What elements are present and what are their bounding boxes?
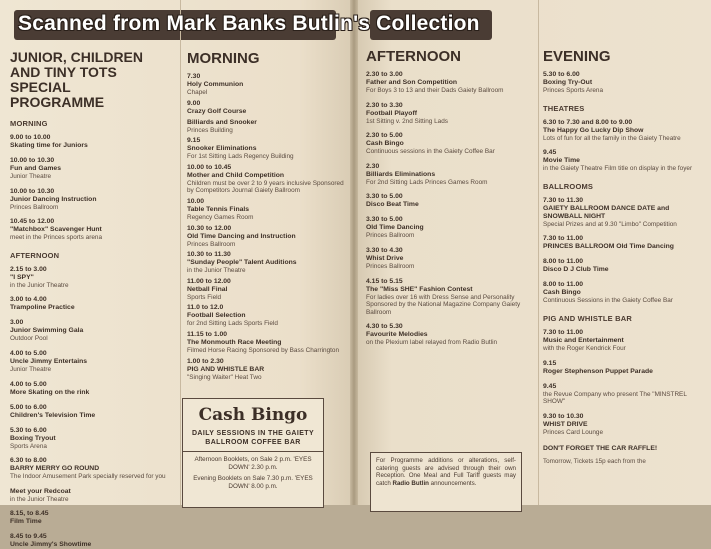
programme-entry (10, 381, 168, 397)
entry-name: "I SPY" (10, 273, 34, 281)
entry-detail: for 2nd Sitting Lads Sports Field (187, 320, 278, 328)
junior-morning-label: MORNING (10, 119, 48, 128)
programme-entry (10, 218, 168, 242)
entry-name: "Matchbox" Scavenger Hunt (10, 226, 102, 234)
entry-time: 9.45 (543, 149, 557, 157)
entry-name: Cash Bingo (543, 289, 581, 297)
entry-time: 8.00 to 11.00 (543, 281, 584, 289)
entry-detail: Princes Ballroom (366, 232, 415, 240)
entry-name: Snooker Eliminations (187, 145, 257, 153)
entry-detail: Princes Ballroom (366, 262, 415, 270)
entry-time: 10.00 to 10.30 (10, 157, 55, 164)
programme-entry (543, 281, 708, 305)
afternoon-list (366, 71, 532, 347)
entry-name: Netball Final (187, 285, 228, 293)
entry-name: The "Miss SHE" Fashion Contest (366, 285, 473, 293)
entry-time: 11.0 to 12.0 (187, 304, 224, 312)
entry-time: 2.30 (366, 162, 380, 170)
entry-detail: Lots of fun for all the family in the Gaiety Theatre (543, 134, 681, 142)
programme-entry (366, 278, 532, 317)
entry-name: Billiards Eliminations (366, 170, 436, 178)
programme-entry (543, 258, 708, 274)
entry-time: 2.30 to 3.30 (366, 101, 403, 109)
entry-name: Cash Bingo (366, 140, 404, 148)
morning-title: MORNING (187, 50, 260, 67)
entry-name: Old Time Dancing (366, 224, 424, 232)
programme-entry (366, 323, 532, 347)
junior-morning-list (10, 134, 168, 242)
programme-entry (10, 296, 168, 312)
programme-entry (543, 329, 708, 353)
entry-time: 3.30 to 5.00 (366, 216, 403, 224)
entry-name: Meet your Redcoat (10, 487, 71, 495)
entry-time: 10.45 to 12.00 (10, 218, 55, 226)
programme-entry (366, 102, 532, 126)
entry-name: Fun and Games (10, 165, 61, 172)
info-text-c: announcements. (428, 479, 477, 487)
programme-entry (10, 157, 168, 181)
programme-entry (543, 235, 708, 251)
entry-detail: Children must be over 2 to 9 years inclusive Sponsored by Competitors Journal Gaiety Ballroom (187, 179, 344, 195)
programme-entry (187, 331, 348, 355)
entry-name: Uncle Jimmy's Showtime (10, 541, 92, 549)
entry-time: 2.15 to 3.00 (10, 265, 47, 273)
entry-time: 10.30 to 12.00 (187, 224, 232, 232)
cash-bingo-box (182, 398, 324, 508)
entry-name: Old Time Dancing and Instruction (187, 232, 296, 240)
junior-afternoon-list (10, 266, 168, 549)
entry-detail: Princes Sports Arena (543, 87, 604, 94)
programme-entry (366, 193, 532, 209)
bingo-title: Cash Bingo (198, 405, 308, 425)
entry-name: Roger Stephenson Puppet Parade (543, 367, 653, 375)
programme-entry (543, 149, 708, 173)
programme-entry (187, 251, 348, 275)
programme-info-box (370, 452, 522, 512)
entry-time: 3.30 to 5.00 (366, 193, 403, 201)
entry-detail: The Indoor Amusement Park specially reserved for you (10, 473, 166, 481)
entry-name: Music and Entertainment (543, 336, 624, 344)
entry-name: Skating time for Juniors (10, 142, 88, 149)
evening-column (538, 0, 708, 505)
entry-name: The Happy Go Lucky Dip Show (543, 126, 644, 134)
entry-name: Junior Swimming Gala (10, 327, 84, 335)
car-raffle-detail: Tomorrow, Tickets 15p each from the (543, 458, 646, 466)
morning-list (187, 73, 348, 381)
entry-name: Favourite Melodies (366, 331, 428, 339)
entry-name: Film Time (10, 518, 42, 526)
entry-name: Football Selection (187, 312, 246, 320)
entry-detail: meet in the Princes sports arena (10, 234, 102, 242)
programme-entry (10, 488, 168, 504)
entry-detail: For 2nd Sitting Lads Princes Games Room (366, 178, 488, 186)
programme-entry (187, 164, 348, 195)
entry-time: 4.00 to 5.00 (10, 349, 47, 357)
programme-entry (187, 73, 348, 97)
evening-intro-list (543, 71, 708, 95)
entry-detail: Chapel (187, 89, 208, 96)
entry-detail: in the Junior Theatre (10, 495, 69, 503)
entry-time: 9.30 to 10.30 (543, 412, 584, 420)
entry-detail: on the Plexium label relayed from Radio Butlin (366, 339, 498, 347)
entry-time: 4.15 to 5.15 (366, 277, 403, 285)
programme-entry (543, 413, 708, 437)
entry-time: 9.00 to 10.00 (10, 134, 51, 141)
entry-time: 5.30 to 6.00 (543, 71, 580, 78)
entry-detail: Princes Card Lounge (543, 428, 604, 436)
entry-detail: Continuous Sessions in the Gaiety Coffee Bar (543, 297, 673, 305)
junior-programme-column (10, 0, 168, 549)
entry-detail: Outdoor Pool (10, 335, 48, 343)
entry-name: More Skating on the rink (10, 388, 90, 396)
programme-entry (543, 383, 708, 406)
programme-entry (366, 247, 532, 271)
entry-name: Mother and Child Competition (187, 171, 285, 179)
bingo-divider (183, 451, 323, 452)
programme-entry (366, 71, 532, 95)
entry-name: PIG AND WHISTLE BAR (187, 365, 265, 373)
entry-detail: Filmed Horse Racing Sponsored by Bass Charrington (187, 346, 340, 354)
entry-detail: in the Junior Theatre (187, 267, 246, 275)
entry-name: Uncle Jimmy Entertains (10, 357, 88, 365)
bingo-afternoon: Afternoon Booklets, on Sale 2 p.m. 'EYES DOWN' 2.30 p.m. (194, 456, 312, 471)
entry-time: 7.30 (187, 73, 201, 80)
entry-time: 3.00 to 4.00 (10, 296, 47, 304)
entry-detail: Princes Ballroom (10, 203, 59, 211)
entry-name: PRINCES BALLROOM Old Time Dancing (543, 243, 674, 251)
entry-detail: Junior Theatre (10, 173, 52, 180)
entry-time: 7.30 to 11.00 (543, 328, 584, 336)
entry-detail: 1st Sitting v. 2nd Sitting Lads (366, 117, 448, 125)
pig-whistle-label: PIG AND WHISTLE BAR (543, 313, 632, 323)
entry-time: 4.00 to 5.00 (10, 380, 47, 388)
entry-name: "Sunday People" Talent Auditions (187, 259, 297, 267)
entry-detail: Continuous sessions in the Gaiety Coffee Bar (366, 148, 495, 156)
entry-time: 8.45 to 9.45 (10, 533, 47, 541)
entry-name: Football Playoff (366, 109, 417, 117)
programme-entry (10, 134, 168, 150)
programme-entry (10, 427, 168, 451)
entry-time: 9.15 (543, 359, 557, 367)
programme-entry (543, 119, 708, 143)
programme-entry (366, 216, 532, 240)
entry-detail: Regency Games Room (187, 213, 254, 221)
evening-title: EVENING (543, 48, 611, 65)
entry-name: GAIETY BALLROOM DANCE DATE and SNOWBALL NIGHT (543, 204, 670, 220)
entry-name: Billiards and Snooker (187, 118, 257, 126)
afternoon-title: AFTERNOON (366, 48, 461, 65)
entry-name: Disco D J Club Time (543, 266, 609, 274)
entry-name: Table Tennis Finals (187, 205, 250, 213)
entry-time: 3.30 to 4.30 (366, 246, 403, 254)
programme-entry (187, 198, 348, 222)
entry-time: 8.15, to 8.45 (10, 510, 49, 518)
programme-entry (10, 533, 168, 549)
programme-entry (543, 71, 708, 95)
entry-name: Children's Television Time (10, 411, 96, 419)
programme-entry (543, 360, 708, 376)
entry-time: 7.30 to 11.00 (543, 235, 584, 243)
entry-time: 8.00 to 11.00 (543, 258, 584, 266)
programme-entry (10, 457, 168, 481)
entry-time: 2.30 to 5.00 (366, 132, 403, 140)
scan-watermark: Scanned from Mark Banks Butlin's Collection (18, 12, 480, 35)
entry-detail: Sports Field (187, 293, 222, 301)
bingo-subtitle: DAILY SESSIONS IN THE GAIETY BALLROOM COFFEE BAR (191, 430, 315, 446)
entry-time: 10.00 (187, 197, 205, 205)
programme-entry (366, 163, 532, 187)
entry-time: 6.30 to 7.30 and 8.00 to 9.00 (543, 118, 633, 126)
junior-title: JUNIOR, CHILDREN AND TINY TOTS SPECIAL PROGRAMME (10, 49, 144, 110)
entry-time: 11.00 to 12.00 (187, 277, 231, 285)
programme-entry (366, 132, 532, 156)
programme-entry (187, 278, 348, 302)
entry-detail: Princes Building (187, 126, 233, 134)
entry-time: 10.00 to 10.30 (10, 187, 55, 195)
programme-entry (187, 225, 348, 249)
programme-entry (10, 404, 168, 420)
entry-name: Movie Time (543, 157, 580, 165)
programme-entry (187, 100, 348, 116)
programme-entry (187, 304, 348, 328)
entry-detail: the Revue Company who present The "MINSTREL SHOW" (543, 390, 687, 406)
programme-entry (10, 510, 168, 526)
entry-detail: Princes Ballroom (187, 240, 236, 248)
entry-name: The Monmouth Race Meeting (187, 338, 282, 346)
entry-detail: For 1st Sitting Lads Regency Building (187, 153, 294, 161)
entry-time: 1.00 to 2.30 (187, 357, 224, 365)
entry-name: Father and Son Competition (366, 79, 458, 86)
entry-time: 4.30 to 5.30 (366, 323, 403, 331)
ballrooms-label: BALLROOMS (543, 181, 594, 191)
bingo-evening: Evening Booklets on Sale 7.30 p.m. 'EYES DOWN' 8.00 p.m. (193, 475, 313, 490)
programme-entry (187, 119, 348, 135)
entry-time: 2.30 to 3.00 (366, 71, 403, 78)
entry-time: 3.00 (10, 319, 24, 327)
entry-detail: Special Prizes and at 9.30 "Limbo" Competition (543, 220, 677, 228)
programme-entry (187, 358, 348, 382)
info-text (376, 457, 516, 487)
entry-time: 9.15 (187, 137, 201, 145)
programme-entry (10, 319, 168, 343)
entry-name: Trampoline Practice (10, 304, 75, 312)
entry-time: 5.30 to 6.00 (10, 426, 47, 434)
entry-name: Holy Communion (187, 81, 244, 88)
programme-entry (10, 188, 168, 212)
afternoon-column (366, 0, 532, 505)
entry-name: Junior Dancing Instruction (10, 195, 97, 203)
pig-whistle-list (543, 329, 708, 436)
entry-name: Crazy Golf Course (187, 107, 247, 115)
entry-detail: with the Roger Kendrick Four (543, 344, 626, 352)
programme-entry (543, 197, 708, 229)
entry-time: 7.30 to 11.30 (543, 196, 584, 204)
entry-detail: For Boys 3 to 13 and their Dads Gaiety Ballroom (366, 87, 504, 94)
entry-detail: "Singing Waiter" Heat Two (187, 373, 262, 381)
programme-entry (10, 266, 168, 290)
info-radio-butlin: Radio Butlin (392, 479, 429, 487)
entry-name: Whist Drive (366, 254, 404, 262)
programme-entry (187, 137, 348, 161)
entry-time: 5.00 to 6.00 (10, 403, 47, 411)
entry-time: 9.00 (187, 99, 201, 107)
entry-time: 10.30 to 11.30 (187, 251, 231, 259)
entry-name: Disco Beat Time (366, 201, 419, 209)
info-text-a: For Programme additions or alterations, self-catering guests are advised through their own Reception. One Meal and Full Tariff guests may catch (376, 457, 516, 487)
entry-time: 10.00 to 10.45 (187, 163, 232, 171)
entry-name: Boxing Try-Out (543, 79, 593, 86)
entry-detail: For ladies over 16 with Dress Sense and Personality Sponsored by the National Magazine Company Gaiety Ballroom (366, 293, 521, 316)
page-gutter (350, 0, 358, 505)
entry-time: 11.15 to 1.00 (187, 330, 228, 338)
ballrooms-list (543, 197, 708, 305)
entry-detail: Sports Arena (10, 442, 47, 450)
entry-name: Boxing Tryout (10, 434, 56, 442)
theatres-list (543, 119, 708, 173)
theatres-label: THEATRES (543, 103, 585, 113)
car-raffle-notice: DON'T FORGET THE CAR RAFFLE! (543, 445, 658, 453)
entry-name: WHIST DRIVE (543, 420, 588, 428)
entry-detail: Junior Theatre (10, 365, 52, 373)
junior-afternoon-label: AFTERNOON (10, 250, 60, 260)
programme-entry (10, 350, 168, 374)
entry-detail: in the Gaiety Theatre Film title on display in the foyer (543, 165, 693, 173)
entry-detail: in the Junior Theatre (10, 281, 69, 289)
entry-time: 9.45 (543, 382, 557, 390)
entry-name: BARRY MERRY GO ROUND (10, 465, 100, 473)
entry-time: 6.30 to 8.00 (10, 457, 47, 465)
